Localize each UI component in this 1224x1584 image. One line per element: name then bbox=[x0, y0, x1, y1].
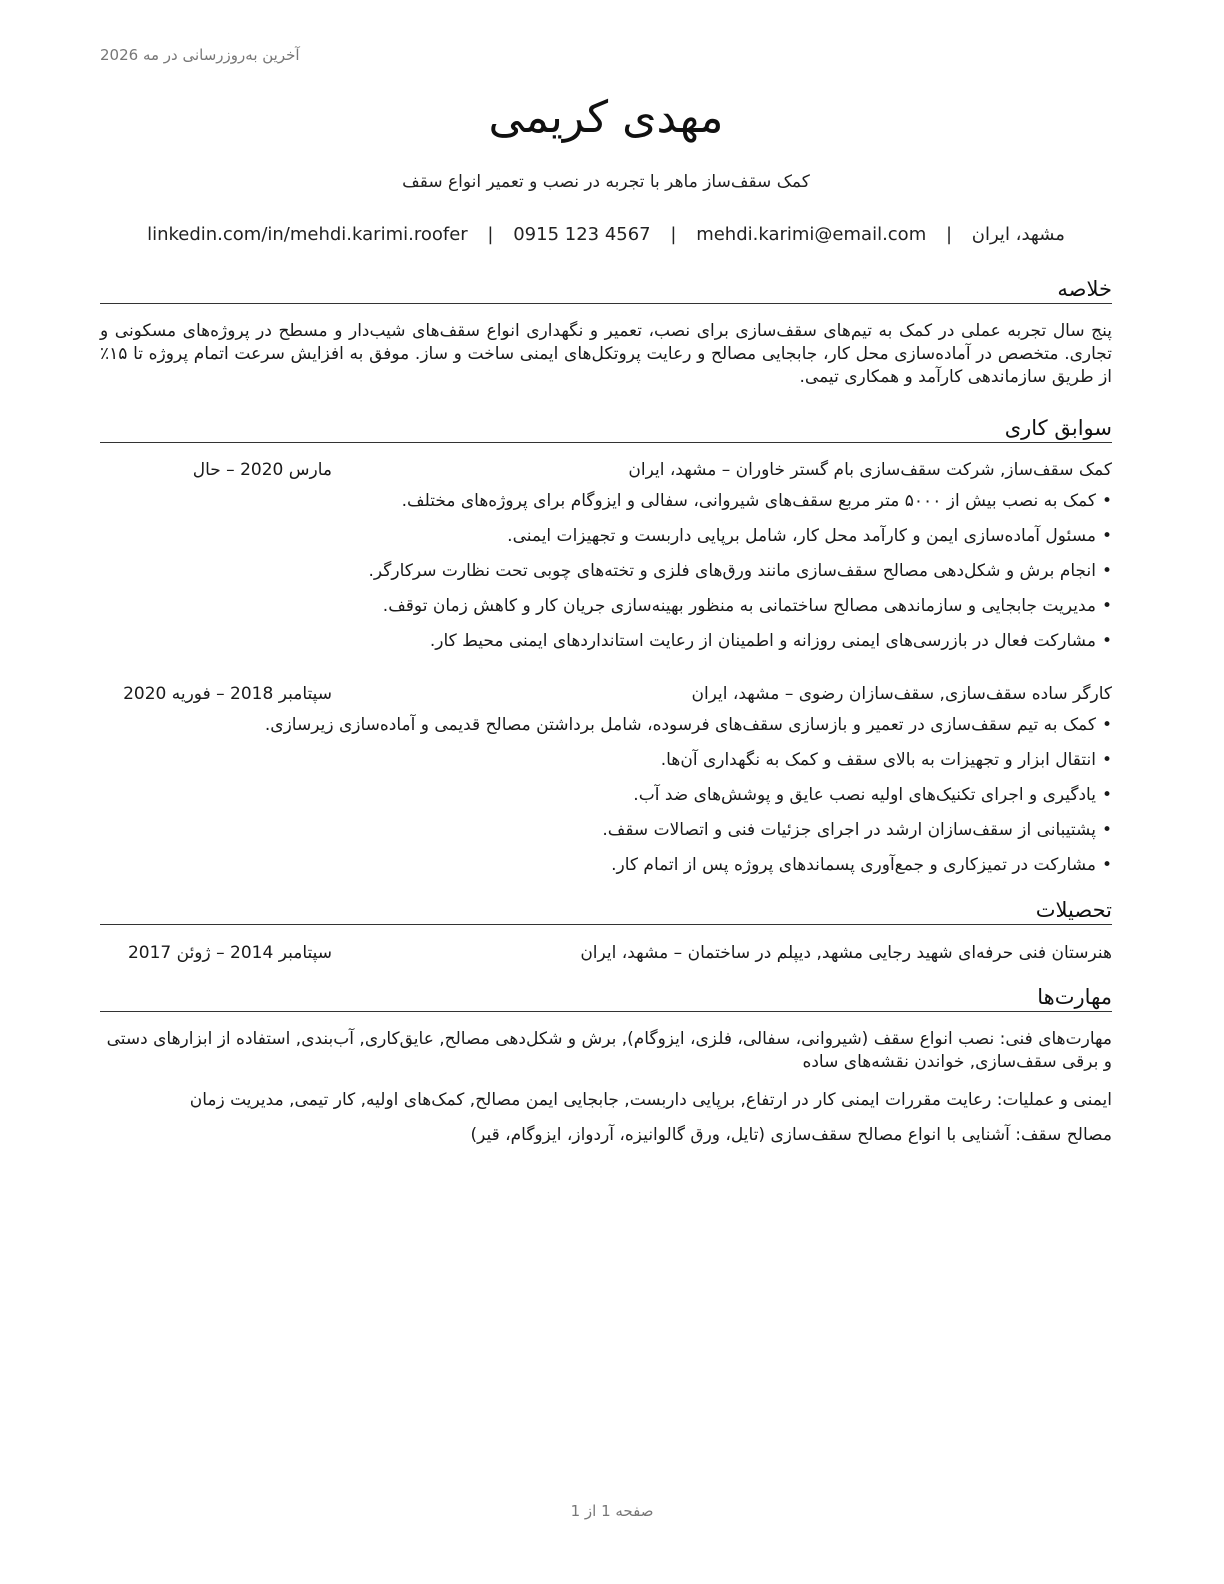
skills-heading: مهارت‌ها bbox=[100, 984, 1112, 1012]
list-item: •مسئول آماده‌سازی ایمن و کارآمد محل کار، شامل برپایی داربست و تجهیزات ایمنی. bbox=[507, 526, 1112, 546]
list-item: •مشارکت در تمیزکاری و جمع‌آوری پسماندهای پروژه پس از اتمام کار. bbox=[611, 855, 1112, 875]
job-header bbox=[100, 682, 1112, 706]
last-updated: آخرین به‌روزرسانی در مه 2026 bbox=[100, 46, 300, 64]
job-dates: مارس 2020 – حال bbox=[192, 460, 332, 480]
bullet-icon: • bbox=[1101, 526, 1112, 546]
skill-line: ایمنی و عملیات: رعایت مقررات ایمنی کار در ارتفاع, برپایی داربست, جابجایی ایمن مصالح, کمک‌های اولیه, کار تیمی, مدیریت زمان bbox=[189, 1090, 1112, 1110]
contact-linkedin[interactable]: linkedin.com/in/mehdi.karimi.roofer bbox=[147, 224, 468, 245]
list-item: •انجام برش و شکل‌دهی مصالح سقف‌سازی مانند ورق‌های فلزی و تخته‌های چوبی تحت نظارت سرکارگر. bbox=[368, 561, 1112, 581]
bullet-icon: • bbox=[1101, 596, 1112, 616]
bullet-icon: • bbox=[1101, 631, 1112, 651]
job-title: کارگر ساده سقف‌سازی, سقف‌سازان رضوی – مشهد، ایران bbox=[691, 684, 1112, 704]
bullet-icon: • bbox=[1101, 491, 1112, 511]
contact-line bbox=[100, 224, 1112, 245]
contact-email[interactable]: mehdi.karimi@email.com bbox=[696, 224, 927, 245]
list-item: •پشتیبانی از سقف‌سازان ارشد در اجرای جزئیات فنی و اتصالات سقف. bbox=[602, 820, 1112, 840]
contact-phone[interactable]: 0915 123 4567 bbox=[513, 224, 651, 245]
list-item: •انتقال ابزار و تجهیزات به بالای سقف و کمک به نگهداری آن‌ها. bbox=[660, 750, 1112, 770]
list-item: •مشارکت فعال در بازرسی‌های ایمنی روزانه و اطمینان از رعایت استانداردهای ایمنی محیط کار. bbox=[429, 631, 1112, 651]
bullet-icon: • bbox=[1101, 750, 1112, 770]
job-bullets bbox=[100, 714, 1112, 889]
education-heading: تحصیلات bbox=[100, 897, 1112, 925]
bullet-icon: • bbox=[1101, 561, 1112, 581]
page-number: صفحه 1 از 1 bbox=[570, 1502, 654, 1520]
education-dates: سپتامبر 2014 – ژوئن 2017 bbox=[127, 943, 332, 963]
education-title: هنرستان فنی حرفه‌ای شهید رجایی مشهد, دیپلم در ساختمان – مشهد، ایران bbox=[580, 943, 1112, 963]
resume-page bbox=[100, 0, 1112, 1584]
skill-line: مهارت‌های فنی: نصب انواع سقف (شیروانی، سفالی، فلزی، ایزوگام), برش و شکل‌دهی مصالح, عایق‌کاری, آب‌بندی, استفاده از ابزارهای دستی و برقی سقف‌سازی, خواندن نقشه‌های ساده bbox=[106, 1029, 1112, 1072]
summary-heading: خلاصه bbox=[100, 276, 1112, 304]
job-header bbox=[100, 458, 1112, 482]
education-entry bbox=[100, 941, 1112, 965]
list-item: •یادگیری و اجرای تکنیک‌های اولیه نصب عایق و پوشش‌های ضد آب. bbox=[633, 785, 1112, 805]
summary-text: پنج سال تجربه عملی در کمک به تیم‌های سقف‌سازی برای نصب، تعمیر و نگهداری انواع سقف‌های شیب‌دار و مسطح در پروژه‌های مسکونی و تجاری. متخصص در آماده‌سازی محل کار، جابجایی مصالح و رعایت پروتکل‌های ایمنی ساخت و ساز. موفق به افزایش سرعت اتمام پروژه تا ۱۵٪ از طریق سازماندهی کارآمد و همکاری تیمی. bbox=[100, 321, 1112, 387]
contact-separator: | bbox=[487, 224, 494, 245]
job-title: کمک سقف‌ساز, شرکت سقف‌سازی بام گستر خاوران – مشهد، ایران bbox=[628, 460, 1112, 480]
bullet-icon: • bbox=[1101, 855, 1112, 875]
list-item: •مدیریت جابجایی و سازماندهی مصالح ساختمانی به منظور بهینه‌سازی جریان کار و کاهش زمان توقف. bbox=[382, 596, 1112, 616]
list-item: •کمک به نصب بیش از ۵۰۰۰ متر مربع سقف‌های شیروانی، سفالی و ایزوگام برای پروژه‌های مختلف. bbox=[401, 491, 1112, 511]
experience-heading: سوابق کاری bbox=[100, 415, 1112, 443]
contact-separator: | bbox=[670, 224, 677, 245]
contact-location: مشهد، ایران bbox=[971, 224, 1065, 245]
job-bullets bbox=[100, 490, 1112, 665]
skill-line: مصالح سقف: آشنایی با انواع مصالح سقف‌سازی (تایل، ورق گالوانیزه، آردواز، ایزوگام، قیر) bbox=[470, 1125, 1112, 1145]
bullet-icon: • bbox=[1101, 820, 1112, 840]
candidate-name: مهدی کریمی bbox=[488, 92, 724, 143]
bullet-icon: • bbox=[1101, 715, 1112, 735]
contact-separator: | bbox=[945, 224, 953, 245]
list-item: •کمک به تیم سقف‌سازی در تعمیر و بازسازی سقف‌های فرسوده، شامل برداشتن مصالح قدیمی و آماده‌سازی زیرسازی. bbox=[264, 715, 1112, 735]
bullet-icon: • bbox=[1101, 785, 1112, 805]
job-dates: سپتامبر 2018 – فوریه 2020 bbox=[123, 684, 332, 704]
tagline: کمک سقف‌ساز ماهر با تجربه در نصب و تعمیر انواع سقف bbox=[402, 172, 810, 192]
